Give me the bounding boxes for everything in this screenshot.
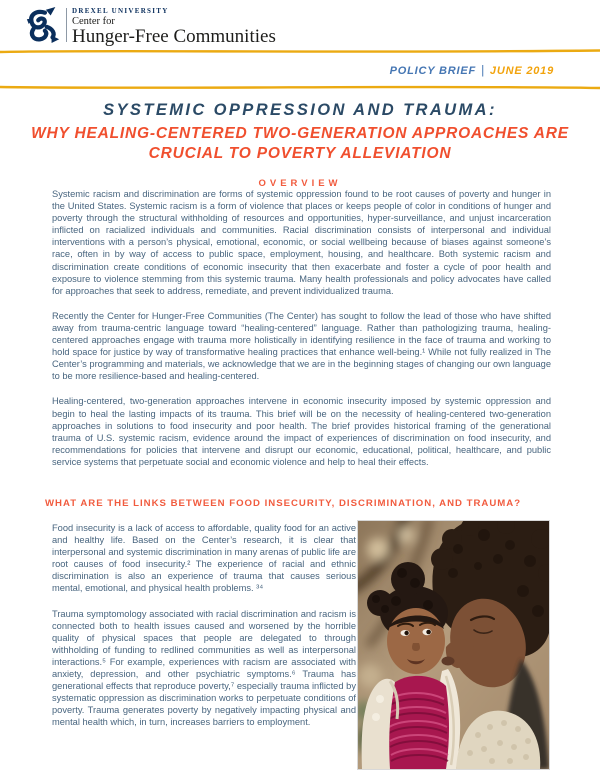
logo-text [72,6,276,47]
banner-separator: | [481,63,485,77]
links-paragraph-1: Food insecurity is a lack of access to affordable, quality food for an active and healthy life. Based on the Center’s research, it is clear that interpersonal and systemic discrimination in many arenas of public life are root causes of food insecurity.² The experience of racial and ethnic discrimination is also an experience of trauma that causes serious mental, emotional, and physical health problems. ³⁴ [52,523,356,594]
mother-child-photo-art [358,521,549,769]
center-name-line1: Center for [72,16,115,27]
document-title [30,101,570,164]
overview-body [52,188,551,481]
links-section-heading: WHAT ARE THE LINKS BETWEEN FOOD INSECURITY, DISCRIMINATION, AND TRAUMA? [45,498,522,509]
issue-date: JUNE 2019 [489,65,554,77]
title-line-2: WHY HEALING-CENTERED TWO-GENERATION APPROACHES ARE CRUCIAL TO POVERTY ALLEVIATION [31,125,569,162]
links-section-body [52,522,356,742]
header-logo [24,6,276,47]
gold-rule-top [0,48,600,55]
links-paragraph-2: Trauma symptomology associated with racial discrimination and racism is connected both to health issues caused and worsened by the horrible quality of physical spaces that people are delegated to through withholding of funding to redlined communities as well as interpersonal interactions.⁵ For example, experiences with racism are associated with anxiety, depression, and other psychiatric symptoms.⁶ Trauma has generational effects that reproduce poverty,⁷ especially trauma inflicted by systematic oppression as discrimination works to perpetuate conditions of poverty. Trauma generates poverty by negatively impacting physical and mental health which, in turn, increases barriers to employment. [52,608,356,728]
policy-brief-label: POLICY BRIEF [389,65,476,77]
overview-paragraph-1: Systemic racism and discrimination are forms of systemic oppression found to be root causes of poverty and hunger in the United States. Systemic racism is a form of violence that places or keeps people of color in conditions of hunger and poverty through the structural withholding of resources and opportunities, hyper-surveillance, and unjust incarceration inflicted on racialized individuals and communities. Racial discrimination consists of interpersonal and individual interventions with a person’s physical, emotional, economic, or social wellbeing because of biases against someone’s race, often in by way of access to public space, employment, housing, and healthcare. Both systemic racism and discrimination create conditions of economic insecurity that then exacerbate and foster a cycle of poor health and exposure to violence stemming from this systemic trauma. Many health professionals and policy advocates have called for approaches that seek to address, remediate, and prevent individualized trauma. [52,189,551,296]
overview-paragraph-2: Recently the Center for Hunger-Free Communities (The Center) has sought to follow the lead of those who have shifted away from trauma-centric language toward “healing-centered” language. Rather than pathologizing trauma, healing-centered approaches engage with trauma more holistically in identifying resilience in the face of trauma and working to hold space for justice by way of transformative healing practices that enhance well-being.¹ While not fully realized in The Center’s programming and materials, we acknowledge that we are in the beginning stages of changing our own language to be more resilience-based and healing-centered. [52,310,551,382]
mother-child-photo [357,520,550,770]
logo-divider [66,8,67,42]
center-name-line2: Hunger-Free Communities [72,26,276,47]
title-line-1: SYSTEMIC OPPRESSION AND TRAUMA: [103,101,497,119]
overview-heading: OVERVIEW [258,178,342,189]
issue-banner [390,63,554,77]
overview-paragraph-3: Healing-centered, two-generation approaches intervene in economic insecurity imposed by systemic oppression and begin to heal the lasting impacts of its trauma. This brief will be on the necessity of healing-centered two-generation approaches in solutions to food insecurity and poor health. The brief provides historical framing of the generational trauma of U.S. systemic racism, evidence around the impact of experiences of discrimination on food insecurity, and recommendations for policies that intervene and disrupt our economic, educational, political, healthcare, and public service systems that perpetuate social and economic violence and help to heal their effects. [52,396,551,467]
university-name: DREXEL UNIVERSITY [72,7,169,15]
gold-rule-bottom [0,84,600,91]
drexel-dragon-icon [24,6,62,44]
